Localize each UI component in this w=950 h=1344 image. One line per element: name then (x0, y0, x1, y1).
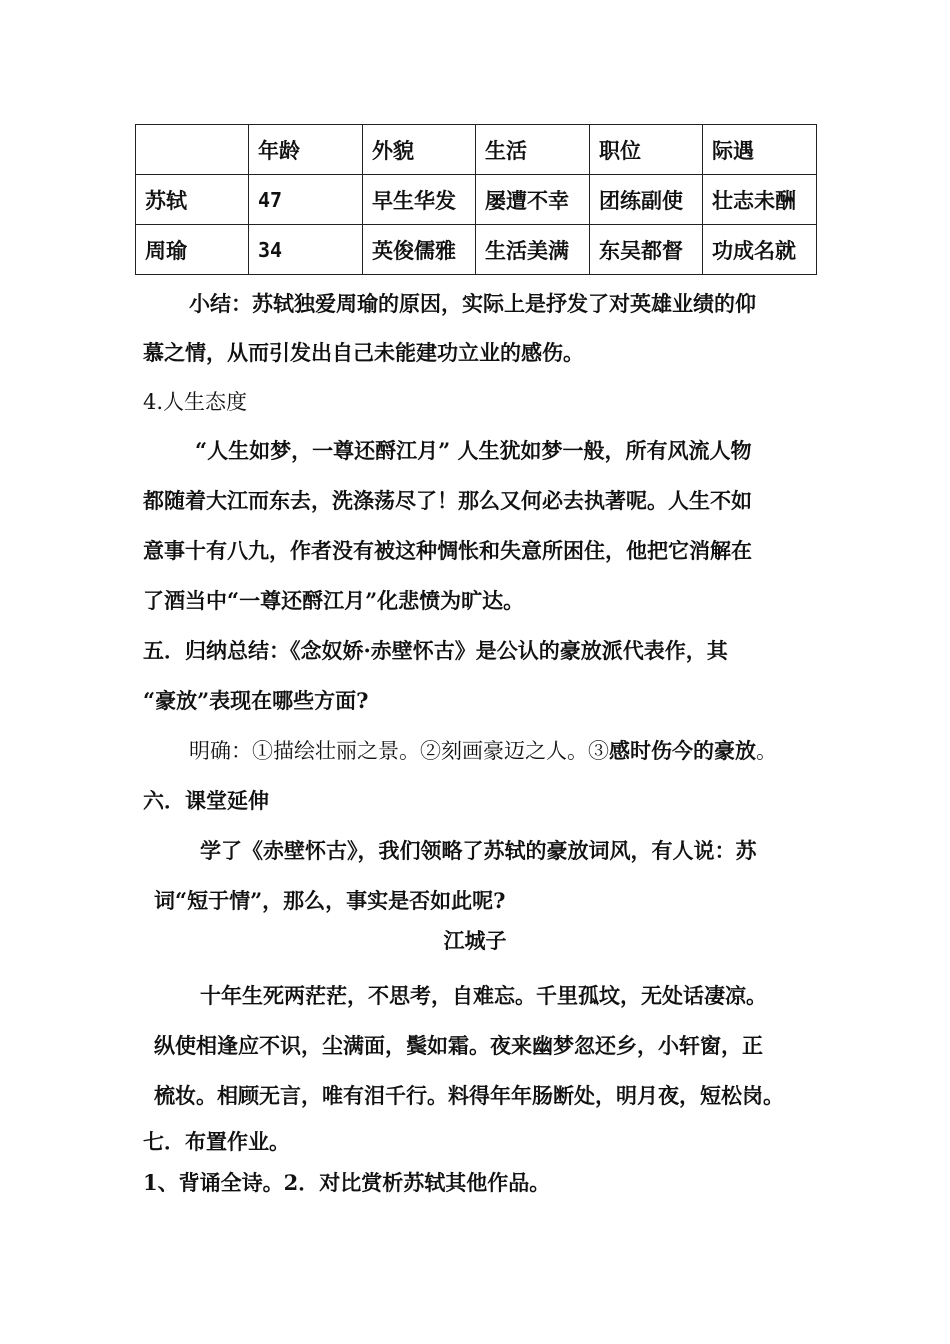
section-4-line-4: 了酒当中“一尊还酹江月”化悲愤为旷达。 (143, 588, 525, 613)
section-4-line-1-rest: 人生犹如梦一般，所有风流人物 (450, 438, 752, 463)
section-7-heading: 七．布置作业。 (143, 1129, 290, 1154)
table-cell: 壮志未酬 (703, 175, 817, 225)
poem-line-3: 梳妆。相顾无言，唯有泪千行。料得年年肠断处，明月夜，短松岗。 (154, 1083, 784, 1108)
table-cell: 生活美满 (476, 225, 590, 275)
section-4-heading: 4.人生态度 (143, 390, 248, 414)
table-header-cell: 职位 (590, 125, 703, 175)
section-5-line-2: “豪放”表现在哪些方面? (143, 688, 369, 713)
section-6-line-2: 词“短于情”，那么，事实是否如此呢? (154, 888, 506, 913)
answer-end-text: 。 (756, 739, 777, 763)
summary-line-2: 慕之情，从而引发出自己未能建功立业的感伤。 (143, 340, 584, 365)
table-header-cell: 外貌 (363, 125, 476, 175)
table-header-cell: 生活 (476, 125, 590, 175)
table-header-cell (136, 125, 249, 175)
table-header-cell: 年龄 (249, 125, 363, 175)
poem-title: 江城子 (443, 928, 507, 953)
poem-line-2: 纵使相逢应不识，尘满面，鬓如霜。夜来幽梦忽还乡，小轩窗，正 (154, 1033, 763, 1058)
comparison-table (135, 124, 817, 275)
section-5-answer (189, 736, 777, 766)
section-4-line-1 (195, 436, 751, 466)
table-cell: 屡遭不幸 (476, 175, 590, 225)
table-row (136, 225, 817, 275)
section-6-heading: 六．课堂延伸 (143, 788, 269, 813)
table-header-cell: 际遇 (703, 125, 817, 175)
poem-line-1: 十年生死两茫茫，不思考，自难忘。千里孤坟，无处话凄凉。 (200, 983, 767, 1008)
table-cell: 34 (249, 225, 363, 275)
table-cell: 团练副使 (590, 175, 703, 225)
quote-text: “人生如梦，一尊还酹江月” (195, 438, 451, 463)
section-7-line-1: 1、背诵全诗。2．对比赏析苏轼其他作品。 (143, 1170, 551, 1195)
table-row (136, 175, 817, 225)
summary-line-1: 小结：苏轼独爱周瑜的原因，实际上是抒发了对英雄业绩的仰 (189, 291, 756, 316)
table-cell: 苏轼 (136, 175, 249, 225)
answer-plain-text: 明确：①描绘壮丽之景。②刻画豪迈之人。③ (189, 739, 609, 763)
table-cell: 周瑜 (136, 225, 249, 275)
answer-bold-text: 感时伤今的豪放 (609, 738, 756, 763)
table-header-row (136, 125, 817, 175)
table-cell: 47 (249, 175, 363, 225)
table-cell: 东吴都督 (590, 225, 703, 275)
table-cell: 早生华发 (363, 175, 476, 225)
table-cell: 英俊儒雅 (363, 225, 476, 275)
table-cell: 功成名就 (703, 225, 817, 275)
section-4-line-3: 意事十有八九，作者没有被这种惆怅和失意所困住，他把它消解在 (143, 538, 752, 563)
section-5-line-1: 五．归纳总结：《念奴娇·赤壁怀古》是公认的豪放派代表作，其 (143, 638, 728, 663)
section-4-line-2: 都随着大江而东去，洗涤荡尽了！那么又何必去执著呢。人生不如 (143, 488, 752, 513)
section-6-line-1: 学了《赤壁怀古》，我们领略了苏轼的豪放词风，有人说：苏 (200, 838, 757, 863)
